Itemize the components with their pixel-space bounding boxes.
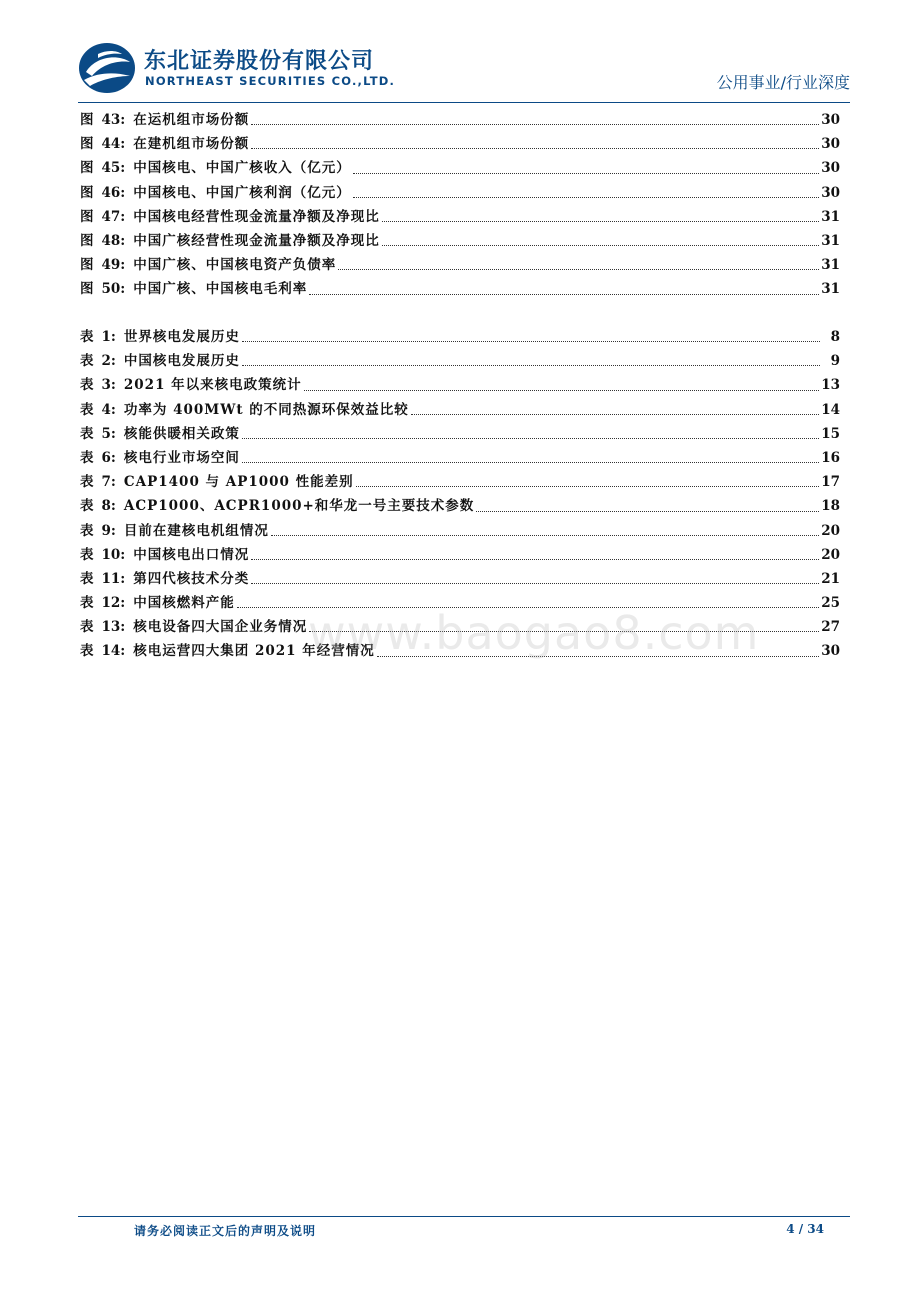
figure-entry-label: 图	[80, 136, 96, 153]
table-entry-page: 8	[830, 329, 840, 345]
table-entry-page: 9	[830, 353, 840, 370]
table-entry-number: 13:	[101, 619, 126, 636]
figure-entry-label: 图	[80, 160, 96, 177]
figure-entry-title: 在运机组市场份额	[133, 112, 250, 128]
figure-entry-number: 47:	[101, 208, 126, 225]
dot-leader	[251, 582, 819, 584]
table-entry-number: 2:	[101, 353, 116, 370]
figure-entry-number: 44:	[101, 136, 126, 153]
table-entry-title: ACP1000、ACPR1000+和华龙一号主要技术参数	[123, 498, 475, 515]
page-number: 4 / 34	[786, 1222, 824, 1236]
dot-leader	[353, 172, 819, 174]
dot-leader	[382, 220, 819, 222]
table-entry-page: 16	[821, 449, 840, 466]
dot-leader	[242, 364, 820, 366]
figure-entry-number: 43:	[101, 112, 126, 128]
table-entry-title: 中国核电发展历史	[123, 353, 240, 370]
disclaimer-note: 请务必阅读正文后的声明及说明	[134, 1224, 317, 1238]
table-entry[interactable]	[80, 398, 840, 422]
figure-entry-title: 中国广核、中国核电毛利率	[133, 281, 308, 298]
figure-entry[interactable]	[80, 253, 840, 277]
table-entry-label: 表	[80, 474, 96, 491]
table-entry-title: 2021 年以来核电政策统计	[123, 377, 302, 394]
table-entry-page: 20	[821, 522, 840, 539]
table-entry-label: 表	[80, 522, 96, 539]
table-entry-title: CAP1400 与 AP1000 性能差别	[123, 474, 354, 491]
table-entry[interactable]	[80, 543, 840, 567]
table-entry-page: 27	[821, 619, 840, 636]
table-entry-number: 4:	[101, 401, 116, 418]
table-entry-label: 表	[80, 449, 96, 466]
figure-entry-page: 30	[821, 136, 840, 153]
table-entry-label: 表	[80, 425, 96, 442]
watermark: www.baogao8.com	[308, 606, 760, 660]
table-entry-title: 核电设备四大国企业务情况	[133, 619, 308, 636]
table-entry-number: 3:	[101, 377, 116, 394]
table-entry-number: 7:	[101, 474, 116, 491]
table-entry-page: 21	[821, 570, 840, 587]
table-entry-page: 30	[821, 643, 840, 660]
table-entry-number: 1:	[101, 329, 116, 345]
table-entry[interactable]	[80, 519, 840, 543]
figure-entry-title: 中国广核、中国核电资产负债率	[133, 257, 337, 274]
table-entry[interactable]	[80, 349, 840, 373]
table-entry-title: 中国核燃料产能	[133, 595, 235, 612]
dot-leader	[353, 196, 819, 198]
table-entry-title: 核电运营四大集团 2021 年经营情况	[133, 643, 375, 660]
dot-leader	[382, 244, 819, 246]
figure-entry-page: 31	[821, 232, 840, 249]
figure-entry-number: 50:	[101, 281, 126, 298]
table-entry[interactable]	[80, 470, 840, 494]
table-entry[interactable]	[80, 567, 840, 591]
table-entry-title: 目前在建核电机组情况	[123, 522, 269, 539]
table-entry-page: 20	[821, 546, 840, 563]
figure-entry-page: 30	[821, 112, 840, 128]
table-entry-label: 表	[80, 595, 96, 612]
figure-entry-page: 31	[821, 257, 840, 274]
figure-entry[interactable]	[80, 181, 840, 205]
dot-leader	[476, 510, 819, 512]
table-entry-label: 表	[80, 619, 96, 636]
dot-leader	[309, 293, 819, 295]
table-entry-label: 表	[80, 546, 96, 563]
company-name-en: NORTHEAST SECURITIES CO.,LTD.	[145, 74, 396, 88]
figure-entry-number: 46:	[101, 184, 126, 201]
table-entry-number: 6:	[101, 449, 116, 466]
company-logo-icon	[78, 42, 136, 94]
table-entry-number: 9:	[101, 522, 116, 539]
dot-leader	[242, 437, 819, 439]
dot-leader	[304, 389, 820, 391]
company-name-cn: 东北证券股份有限公司	[144, 49, 375, 74]
table-entry-number: 12:	[101, 595, 126, 612]
figure-entry-title: 中国广核经营性现金流量净额及净现比	[133, 232, 380, 249]
table-entry-label: 表	[80, 498, 96, 515]
table-entry-number: 5:	[101, 425, 116, 442]
dot-leader	[242, 461, 819, 463]
table-entry-page: 15	[821, 425, 840, 442]
figure-entry[interactable]	[80, 156, 840, 180]
table-entry-number: 11:	[101, 570, 126, 587]
figure-entry-page: 31	[821, 281, 840, 298]
table-entry-page: 25	[821, 595, 840, 612]
dot-leader	[271, 534, 819, 536]
figure-list	[80, 108, 840, 302]
figure-entry[interactable]	[80, 229, 840, 253]
report-type: 公用事业/行业深度	[716, 73, 850, 92]
figure-entry[interactable]	[80, 132, 840, 156]
table-entry-page: 13	[821, 377, 840, 394]
table-entry[interactable]	[80, 373, 840, 397]
table-entry-page: 17	[821, 474, 840, 491]
figure-entry-title: 中国核电、中国广核利润（亿元）	[133, 184, 351, 201]
table-entry-number: 8:	[101, 498, 116, 515]
header-divider	[78, 102, 850, 103]
figure-entry-number: 48:	[101, 232, 126, 249]
figure-entry-page: 30	[821, 160, 840, 177]
figure-entry-title: 在建机组市场份额	[133, 136, 250, 153]
table-entry-page: 14	[821, 401, 840, 418]
table-entry-label: 表	[80, 353, 96, 370]
figure-entry-label: 图	[80, 184, 96, 201]
table-entry[interactable]	[80, 494, 840, 518]
dot-leader	[251, 123, 819, 125]
table-entry-label: 表	[80, 377, 96, 394]
figure-entry[interactable]	[80, 277, 840, 301]
table-entry-label: 表	[80, 401, 96, 418]
dot-leader	[356, 485, 820, 487]
dot-leader	[242, 340, 820, 342]
footer-divider	[78, 1216, 850, 1217]
figure-entry[interactable]	[80, 108, 840, 132]
figure-entry-label: 图	[80, 281, 96, 298]
table-entry[interactable]	[80, 446, 840, 470]
page-header	[78, 40, 850, 102]
table-entry-label: 表	[80, 570, 96, 587]
figure-entry-number: 49:	[101, 257, 126, 274]
dot-leader	[338, 268, 819, 270]
figure-entry-label: 图	[80, 232, 96, 249]
dot-leader	[251, 558, 819, 560]
table-entry-number: 14:	[101, 643, 126, 660]
table-entry[interactable]	[80, 422, 840, 446]
figure-entry-title: 中国核电、中国广核收入（亿元）	[133, 160, 351, 177]
table-entry-page: 18	[821, 498, 840, 515]
table-entry-title: 第四代核技术分类	[133, 570, 250, 587]
figure-entry-label: 图	[80, 257, 96, 274]
table-entry-label: 表	[80, 329, 96, 345]
table-entry-label: 表	[80, 643, 96, 660]
figure-entry-label: 图	[80, 112, 96, 128]
table-entry-number: 10:	[101, 546, 126, 563]
figure-entry-page: 31	[821, 208, 840, 225]
dot-leader	[411, 413, 819, 415]
table-entry-title: 核电行业市场空间	[123, 449, 240, 466]
dot-leader	[251, 147, 819, 149]
table-entry-title: 世界核电发展历史	[123, 329, 240, 345]
figure-entry-label: 图	[80, 208, 96, 225]
table-entry[interactable]	[80, 325, 840, 349]
figure-entry[interactable]	[80, 205, 840, 229]
figure-entry-number: 45:	[101, 160, 126, 177]
table-entry-title: 中国核电出口情况	[133, 546, 250, 563]
table-entry-title: 核能供暖相关政策	[123, 425, 240, 442]
figure-entry-title: 中国核电经营性现金流量净额及净现比	[133, 208, 380, 225]
table-entry-title: 功率为 400MWt 的不同热源环保效益比较	[123, 401, 409, 418]
figure-entry-page: 30	[821, 184, 840, 201]
